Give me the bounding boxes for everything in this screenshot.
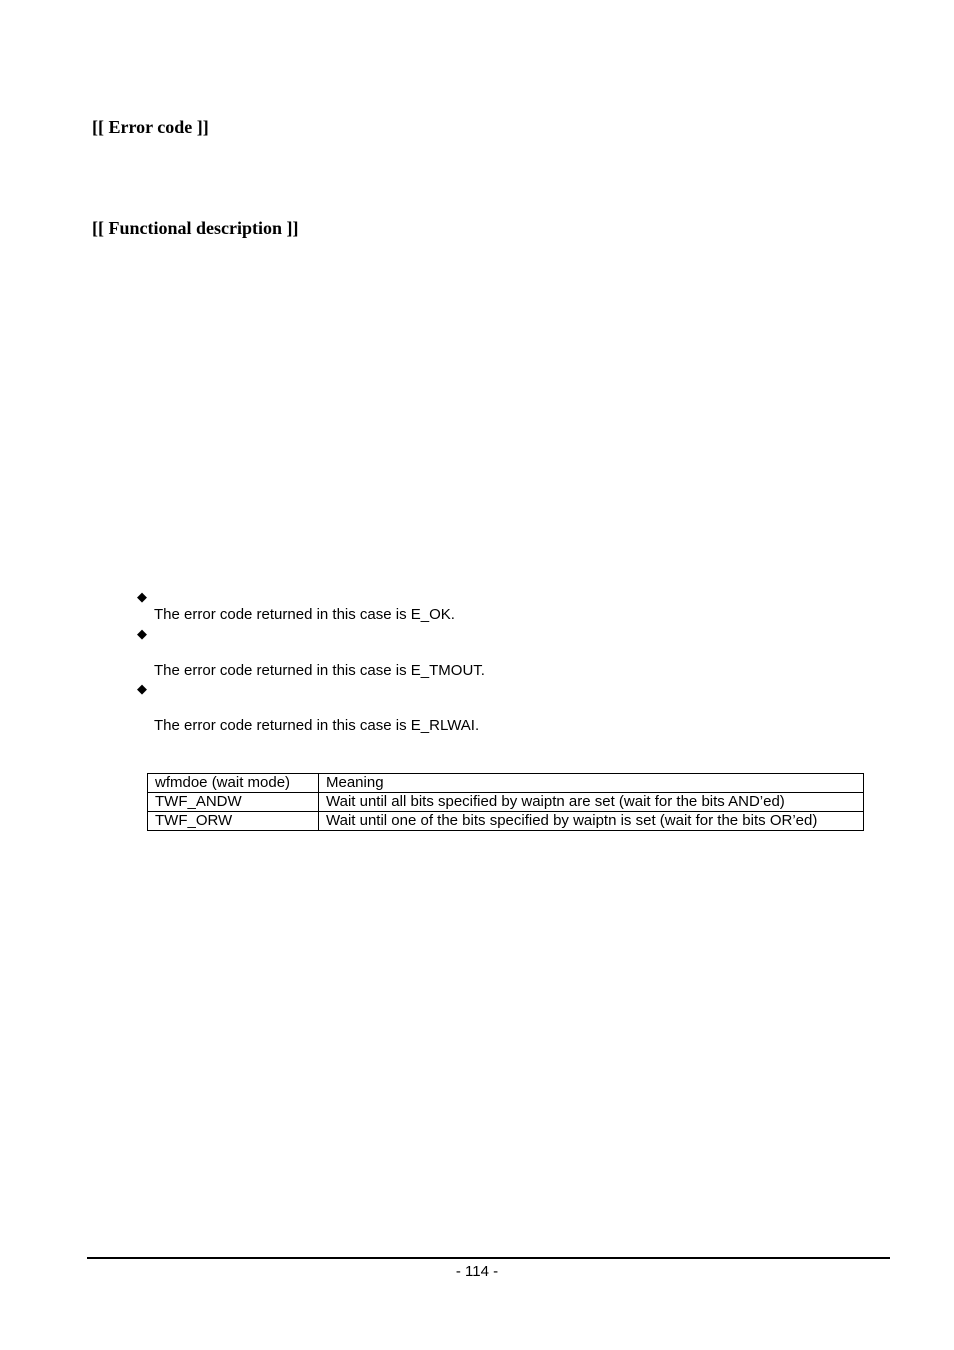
page-number: - 114 -	[455, 1263, 499, 1280]
table-header-row	[148, 774, 864, 793]
footer-divider	[87, 1257, 890, 1259]
bullet-text-e-rlwai: The error code returned in this case is E_RLWAI.	[154, 717, 480, 734]
bullet-diamond-icon: ◆	[137, 589, 147, 604]
bullet-text-e-ok: The error code returned in this case is E_OK.	[154, 606, 455, 623]
table-header-cell: wfmdoe (wait mode)	[148, 774, 319, 793]
bullet-text-e-tmout: The error code returned in this case is E_TMOUT.	[154, 662, 485, 679]
table-cell-meaning: Wait until all bits specified by waiptn are set (wait for the bits AND’ed)	[319, 793, 864, 812]
table-cell-mode: TWF_ORW	[148, 812, 319, 831]
table-header-cell: Meaning	[319, 774, 864, 793]
table-row	[148, 812, 864, 831]
table-cell-mode: TWF_ANDW	[148, 793, 319, 812]
wait-mode-table	[147, 773, 864, 831]
bullet-diamond-icon: ◆	[137, 626, 147, 641]
error-code-heading: [[ Error code ]]	[92, 117, 209, 137]
bullet-diamond-icon: ◆	[137, 681, 147, 696]
table-row	[148, 793, 864, 812]
functional-description-heading: [[ Functional description ]]	[92, 218, 299, 238]
table-cell-meaning: Wait until one of the bits specified by waiptn is set (wait for the bits OR’ed)	[319, 812, 864, 831]
